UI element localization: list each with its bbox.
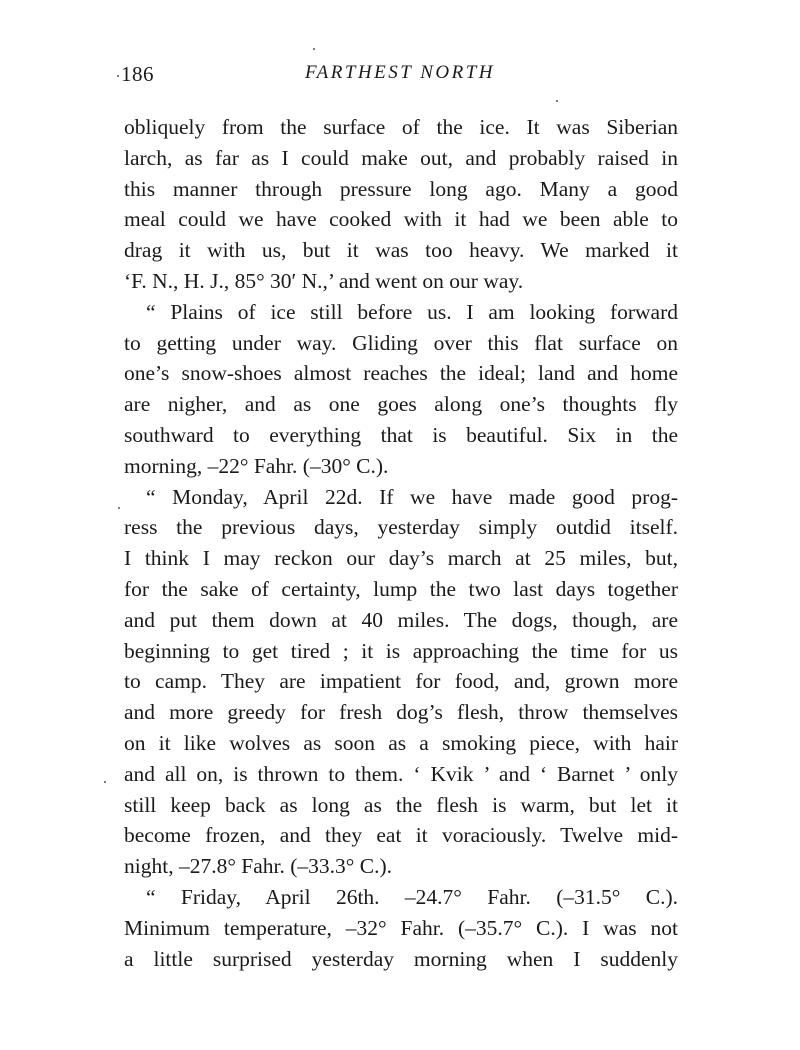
text-line: are nigher, and as one goes along one’s thoughts fly: [124, 392, 678, 417]
text-line: and more greedy for fresh dog’s flesh, throw themselves: [124, 700, 678, 725]
text-line: on it like wolves as soon as a smoking piece, with hair: [124, 730, 678, 755]
text-line: and all on, is thrown to them. ‘ Kvik ’ and ‘ Barnet ’ only: [124, 761, 678, 786]
scan-speck: [313, 48, 315, 50]
text-line: morning, –22° Fahr. (–30° C.).: [124, 453, 389, 478]
scan-speck: [117, 75, 119, 77]
text-line: night, –27.8° Fahr. (–33.3° C.).: [124, 854, 393, 879]
scan-speck: [556, 100, 558, 102]
page-number: 186: [121, 62, 154, 86]
text-line: southward to everything that is beautiful. Six in the: [124, 422, 678, 447]
text-line: larch, as far as I could make out, and probably raised in: [124, 145, 678, 170]
text-line: I think I may reckon our day’s march at 25 miles, but,: [124, 546, 678, 571]
text-line: “ Friday, April 26th. –24.7° Fahr. (–31.5° C.).: [146, 884, 678, 909]
text-line: obliquely from the surface of the ice. It was Siberian: [124, 115, 678, 139]
text-line: meal could we have cooked with it had we been able to: [124, 207, 678, 232]
text-line: for the sake of certainty, lump the two last days together: [124, 576, 678, 601]
text-line: become frozen, and they eat it voraciously. Twelve mid-: [124, 823, 678, 848]
scan-speck: [118, 507, 120, 509]
text-line: to getting under way. Gliding over this flat surface on: [124, 330, 678, 355]
text-line: to camp. They are impatient for food, and, grown more: [124, 669, 678, 694]
text-line: this manner through pressure long ago. Many a good: [124, 176, 678, 201]
text-line: “ Monday, April 22d. If we have made good prog-: [146, 484, 678, 509]
text-line: “ Plains of ice still before us. I am looking forward: [146, 299, 678, 324]
text-line: a little surprised yesterday morning when I suddenly: [124, 946, 678, 971]
text-line: one’s snow-shoes almost reaches the ideal; land and home: [124, 361, 678, 386]
scan-speck: [104, 781, 106, 783]
text-line: Minimum temperature, –32° Fahr. (–35.7° C.). I was not: [124, 915, 678, 940]
text-line: beginning to get tired ; it is approaching the time for us: [124, 638, 678, 663]
body-text: [124, 112, 678, 974]
text-line: ress the previous days, yesterday simply outdid itself.: [124, 515, 678, 540]
text-line: drag it with us, but it was too heavy. We marked it: [124, 238, 678, 263]
running-title: FARTHEST NORTH: [304, 62, 496, 83]
text-line: ‘F. N., H. J., 85° 30′ N.,’ and went on our way.: [124, 268, 524, 293]
text-line: still keep back as long as the flesh is warm, but let it: [124, 792, 678, 817]
text-line: and put them down at 40 miles. The dogs, though, are: [124, 607, 678, 632]
